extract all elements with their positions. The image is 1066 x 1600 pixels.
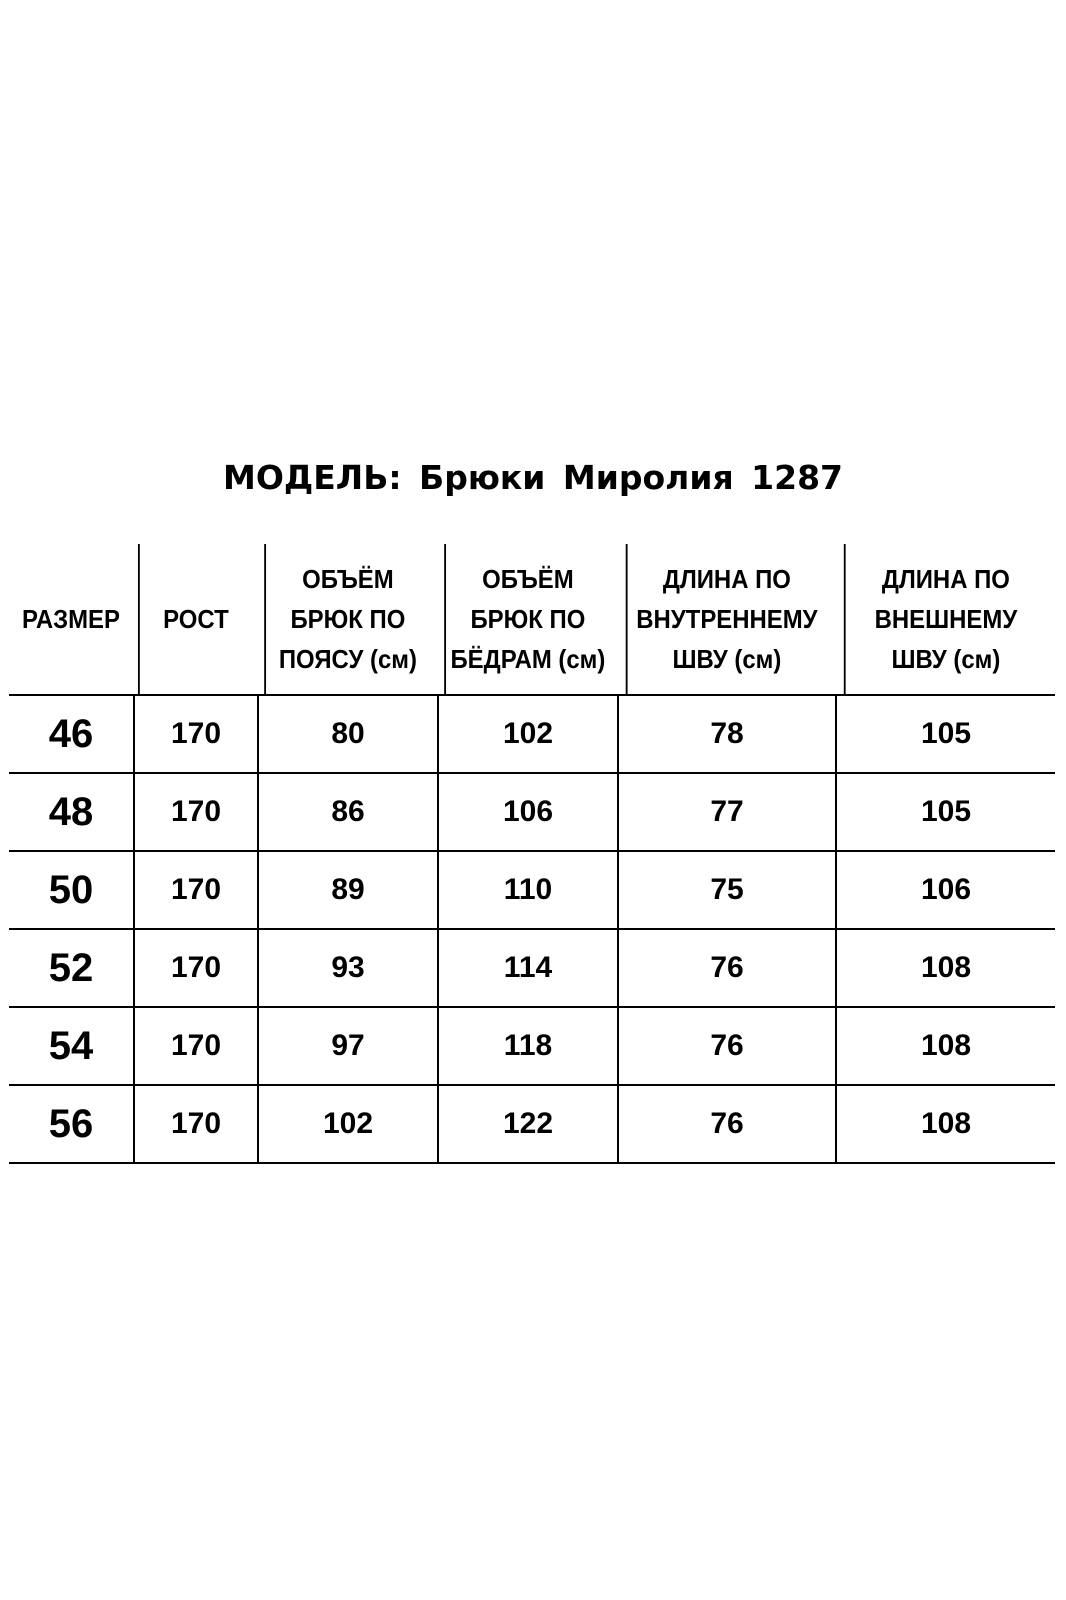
- header-line: БРЮК ПО: [470, 604, 586, 634]
- cell-hips: 110: [437, 852, 617, 928]
- header-line: РАЗМЕР: [22, 604, 120, 634]
- cell-size: 48: [48, 789, 94, 834]
- table-row: [9, 1008, 1055, 1086]
- header-line: ВНЕШНЕМУ: [874, 604, 1018, 634]
- cell-inseam: 75: [617, 852, 835, 928]
- cell-outseam: 105: [835, 774, 1055, 850]
- cell-inseam: 77: [617, 774, 835, 850]
- header-waist: [264, 544, 430, 694]
- cell-size: 46: [48, 711, 94, 756]
- cell-waist: 102: [257, 1086, 437, 1162]
- cell-size: 56: [48, 1101, 94, 1146]
- cell-outseam: 108: [835, 1008, 1055, 1084]
- cell-outseam: 108: [835, 930, 1055, 1006]
- table-row: [9, 1086, 1055, 1164]
- cell-outseam: 108: [835, 1086, 1055, 1162]
- cell-inseam: 76: [617, 1008, 835, 1084]
- cell-outseam: 106: [835, 852, 1055, 928]
- cell-hips: 118: [437, 1008, 617, 1084]
- header-line: ПОЯСУ (см): [278, 644, 417, 674]
- table-row: [9, 774, 1055, 852]
- header-line: ОБЪЁМ: [482, 564, 574, 594]
- cell-height: 170: [133, 1008, 257, 1084]
- cell-hips: 102: [437, 696, 617, 772]
- header-height: [138, 544, 252, 694]
- size-table: [9, 544, 1055, 1164]
- header-line: ДЛИНА ПО: [662, 564, 791, 594]
- header-hips: [444, 544, 610, 694]
- table-header-row: [9, 544, 1055, 696]
- cell-height: 170: [133, 696, 257, 772]
- cell-inseam: 76: [617, 930, 835, 1006]
- table-row: [9, 696, 1055, 774]
- cell-waist: 93: [257, 930, 437, 1006]
- cell-waist: 86: [257, 774, 437, 850]
- cell-height: 170: [133, 774, 257, 850]
- cell-waist: 80: [257, 696, 437, 772]
- cell-inseam: 76: [617, 1086, 835, 1162]
- cell-outseam: 105: [835, 696, 1055, 772]
- header-line: БРЮК ПО: [290, 604, 406, 634]
- header-line: ДЛИНА ПО: [881, 564, 1010, 594]
- cell-size: 54: [48, 1023, 94, 1068]
- header-line: БЁДРАМ (см): [450, 644, 606, 674]
- page-title: МОДЕЛЬ: Брюки Миролия 1287: [222, 458, 843, 497]
- cell-hips: 106: [437, 774, 617, 850]
- header-outseam: [844, 544, 1046, 694]
- cell-hips: 122: [437, 1086, 617, 1162]
- header-line: РОСТ: [163, 604, 229, 634]
- cell-height: 170: [133, 930, 257, 1006]
- cell-size: 50: [48, 867, 94, 912]
- cell-waist: 97: [257, 1008, 437, 1084]
- cell-height: 170: [133, 1086, 257, 1162]
- table-row: [9, 852, 1055, 930]
- cell-hips: 114: [437, 930, 617, 1006]
- header-line: ШВУ (см): [672, 644, 782, 674]
- header-line: ШВУ (см): [891, 644, 1001, 674]
- cell-waist: 89: [257, 852, 437, 928]
- header-line: ВНУТРЕННЕМУ: [636, 604, 818, 634]
- header-size: [14, 544, 128, 694]
- table-row: [9, 930, 1055, 1008]
- header-inseam: [626, 544, 827, 694]
- cell-inseam: 78: [617, 696, 835, 772]
- header-line: ОБЪЁМ: [302, 564, 394, 594]
- cell-height: 170: [133, 852, 257, 928]
- cell-size: 52: [48, 945, 94, 990]
